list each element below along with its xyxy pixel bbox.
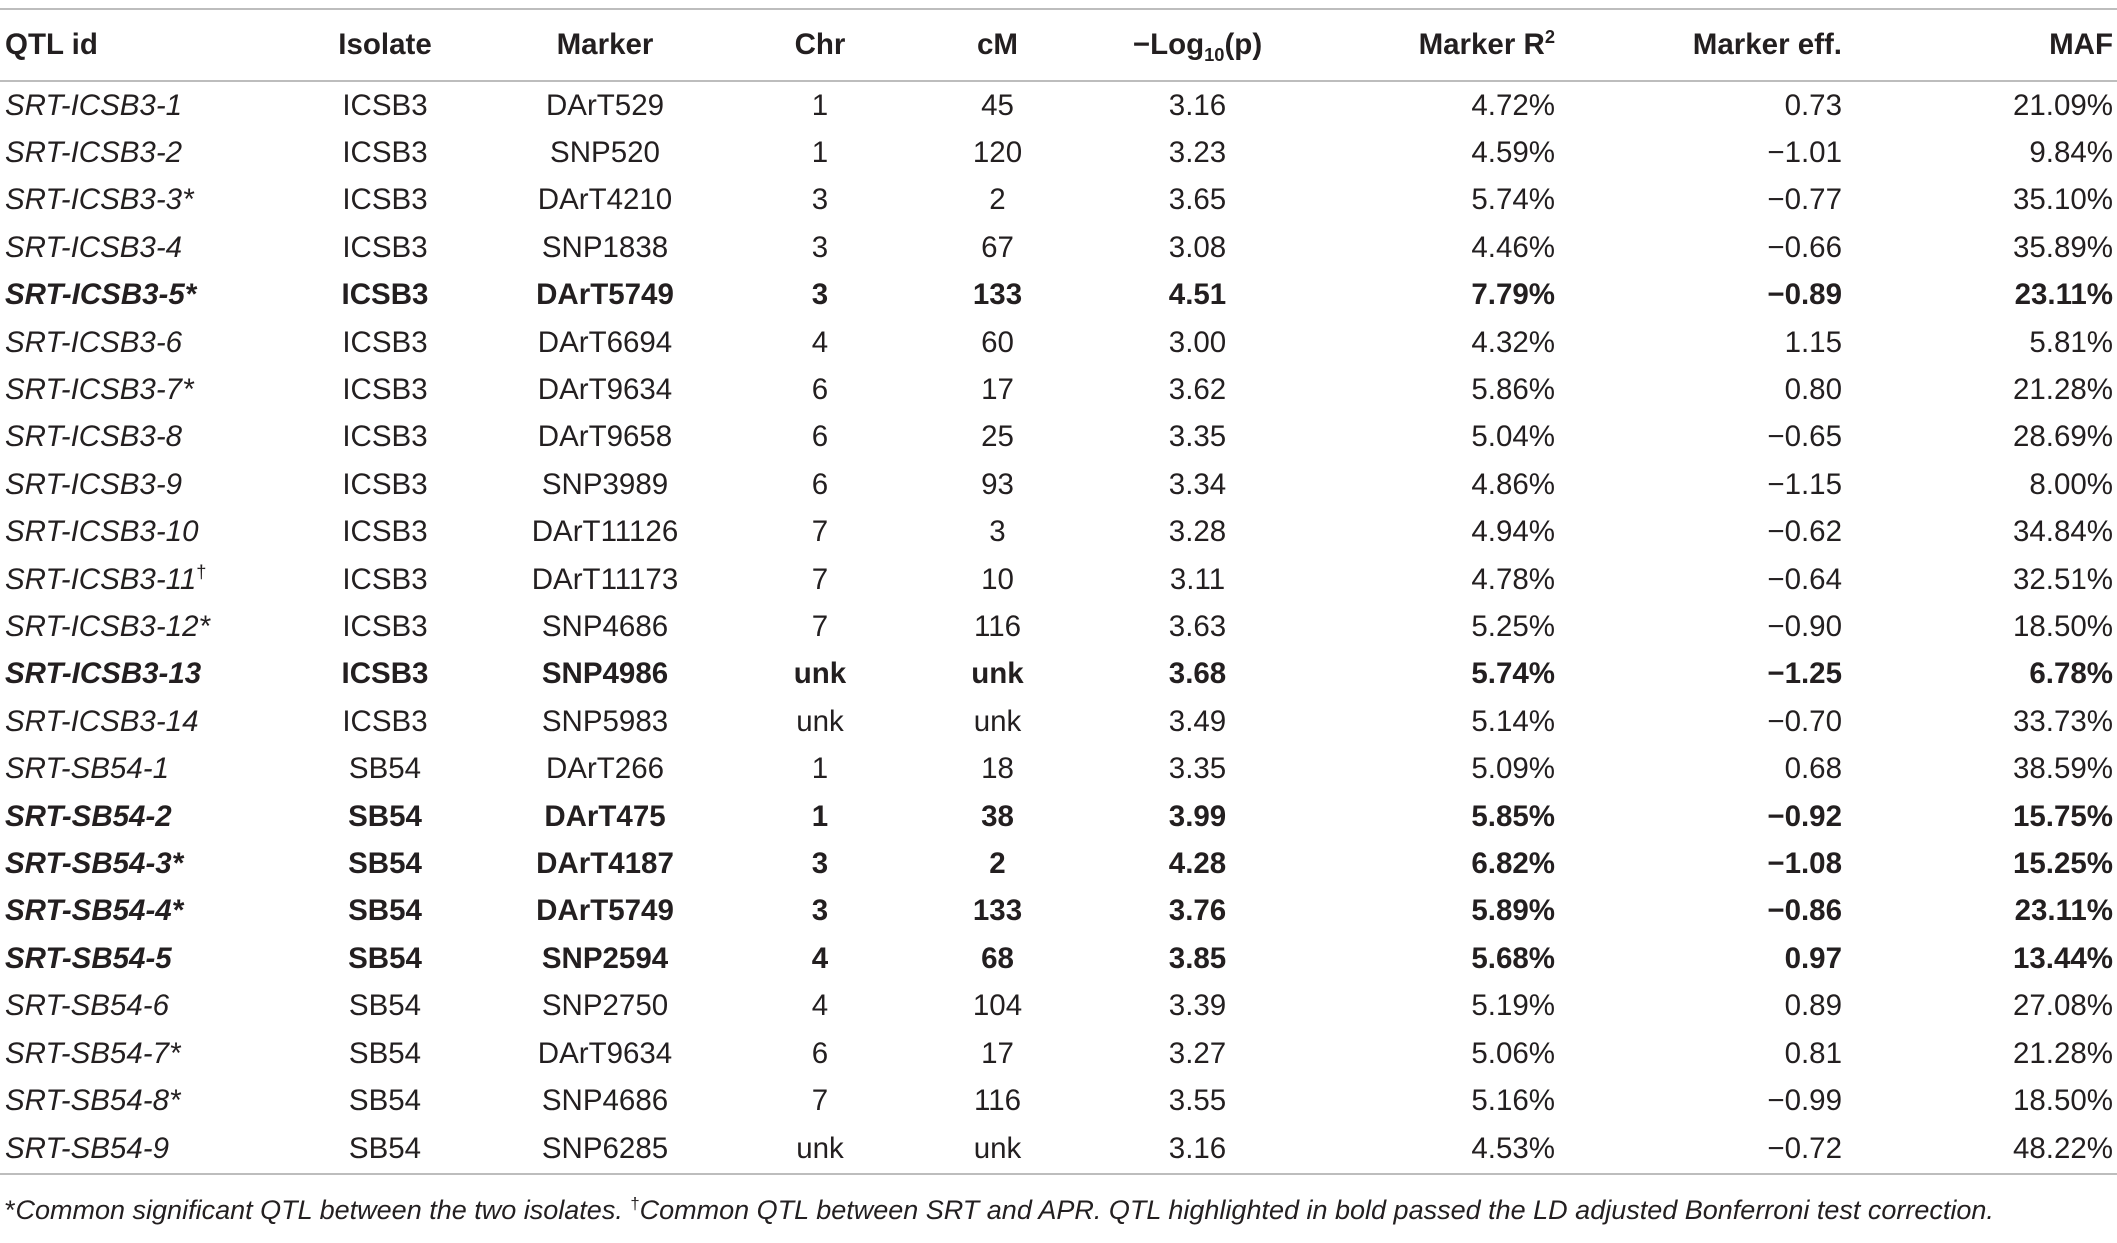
marker-r2-cell: 4.78%	[1471, 562, 1555, 596]
table-row	[0, 698, 2117, 745]
marker-effect-cell: −1.15	[1767, 467, 1842, 501]
isolate-cell: SB54	[348, 752, 422, 786]
marker-cell: DArT4210	[537, 183, 673, 217]
marker-r2-cell: 5.25%	[1471, 609, 1555, 643]
maf-cell: 23.11%	[2014, 894, 2113, 928]
isolate-cell: ICSB3	[342, 88, 428, 122]
marker-r2-cell: 5.74%	[1471, 657, 1555, 691]
marker-effect-cell: −0.62	[1767, 515, 1842, 549]
cm-cell: unk	[910, 1125, 1085, 1174]
marker-r2-cell: 5.09%	[1471, 752, 1555, 786]
isolate-cell: SB54	[348, 846, 422, 880]
isolate-cell: ICSB3	[342, 420, 428, 454]
marker-r2-cell: 4.86%	[1471, 467, 1555, 501]
marker-effect-cell: −0.89	[1767, 278, 1842, 312]
qtl-id-cell	[0, 935, 290, 982]
qtl-id-cell	[0, 414, 290, 461]
footnote-star-text: Common significant QTL between the two isolates.	[15, 1195, 631, 1225]
cm-cell: 25	[981, 420, 1014, 454]
qtl-id-cell	[0, 745, 290, 792]
table-row	[0, 1030, 2117, 1077]
qtl-id-text: SRT-ICSB3-1	[5, 88, 183, 122]
marker-cell: SNP3989	[541, 467, 669, 501]
chr-cell: unk	[796, 704, 844, 738]
qtl-id-cell	[0, 1077, 290, 1124]
marker-effect-cell: −0.66	[1767, 230, 1842, 264]
table-footnote	[5, 1195, 1994, 1226]
marker-effect-cell: 1.15	[1784, 325, 1842, 359]
isolate-cell: SB54	[290, 1125, 480, 1174]
isolate-cell: ICSB3	[341, 657, 429, 691]
qtl-star-mark: *	[182, 183, 194, 217]
marker-r2-cell: 5.89%	[1471, 894, 1555, 928]
chr-cell: 1	[811, 752, 829, 786]
maf-cell: 34.84%	[2012, 515, 2113, 549]
isolate-cell: ICSB3	[342, 562, 428, 596]
marker-r2-cell: 4.72%	[1471, 88, 1555, 122]
chr-cell: unk	[793, 657, 847, 691]
maf-cell: 15.75%	[2012, 799, 2113, 833]
qtl-id-text: SRT-ICSB3-12	[5, 609, 199, 643]
neglog10p-cell: 4.28	[1168, 846, 1227, 880]
marker-effect-cell: 0.89	[1784, 989, 1842, 1023]
marker-effect-cell: −0.70	[1767, 704, 1842, 738]
maf-cell: 21.09%	[2012, 88, 2113, 122]
table-row	[0, 81, 2117, 129]
marker-cell: DArT11173	[531, 562, 679, 596]
isolate-cell: ICSB3	[342, 704, 428, 738]
marker-effect-cell: −0.90	[1767, 609, 1842, 643]
cm-cell: 133	[972, 278, 1023, 312]
header-neglog-suffix: (p)	[1224, 28, 1263, 61]
header-chr: Chr	[730, 9, 910, 81]
table-row	[0, 414, 2117, 461]
qtl-id-text: SRT-ICSB3-13	[5, 657, 202, 691]
qtl-id-cell	[0, 888, 290, 935]
marker-effect-cell: −1.08	[1767, 846, 1842, 880]
qtl-id-text: SRT-ICSB3-10	[5, 515, 199, 549]
table-row	[0, 272, 2117, 319]
header-maf: MAF	[1870, 9, 2117, 81]
neglog10p-cell: 3.28	[1168, 515, 1227, 549]
neglog10p-cell: 3.76	[1168, 894, 1227, 928]
isolate-cell: ICSB3	[342, 515, 428, 549]
qtl-id-text: SRT-SB54-3	[5, 846, 172, 880]
marker-r2-cell: 5.19%	[1471, 989, 1555, 1023]
maf-cell: 9.84%	[2029, 136, 2113, 170]
cm-cell: 17	[981, 1036, 1014, 1070]
qtl-id-text: SRT-ICSB3-5	[5, 278, 185, 312]
chr-cell: 6	[811, 1036, 829, 1070]
maf-cell: 18.50%	[2012, 609, 2113, 643]
table-row	[0, 509, 2117, 556]
isolate-cell: ICSB3	[341, 278, 429, 312]
header-marker: Marker	[480, 9, 730, 81]
maf-cell: 21.28%	[2012, 1036, 2113, 1070]
marker-r2-cell: 5.68%	[1471, 941, 1555, 975]
isolate-cell: SB54	[348, 1036, 422, 1070]
cm-cell: unk	[973, 704, 1022, 738]
isolate-cell: ICSB3	[342, 467, 428, 501]
chr-cell: 3	[811, 183, 829, 217]
neglog10p-cell: 3.55	[1168, 1083, 1227, 1117]
cm-cell: 60	[981, 325, 1014, 359]
chr-cell: 1	[811, 88, 829, 122]
header-isolate: Isolate	[290, 9, 480, 81]
cm-cell: 133	[972, 894, 1023, 928]
chr-cell: 1	[811, 136, 829, 170]
chr-cell: unk	[730, 1125, 910, 1174]
marker-r2-cell: 4.32%	[1471, 325, 1555, 359]
neglog10p-cell: 3.62	[1168, 373, 1227, 407]
qtl-id-text: SRT-ICSB3-11	[5, 562, 197, 596]
header-neglog10p	[1085, 9, 1310, 81]
table-row	[0, 935, 2117, 982]
table-row	[0, 319, 2117, 366]
marker-cell: DArT4187	[536, 846, 674, 880]
qtl-id-text: SRT-ICSB3-9	[5, 467, 183, 501]
maf-cell: 27.08%	[2012, 989, 2113, 1023]
neglog10p-cell: 4.51	[1168, 278, 1227, 312]
qtl-table	[0, 8, 2117, 1175]
table-row	[0, 651, 2117, 698]
qtl-id-cell	[0, 793, 290, 840]
header-r2-sup: 2	[1544, 26, 1555, 48]
isolate-cell: SB54	[348, 941, 422, 975]
header-row	[0, 9, 2117, 81]
qtl-star-mark: *	[168, 1036, 181, 1070]
marker-effect-cell: −0.86	[1767, 894, 1842, 928]
maf-cell: 48.22%	[1870, 1125, 2117, 1174]
marker-r2-cell: 5.14%	[1471, 704, 1555, 738]
table-row	[0, 888, 2117, 935]
qtl-id-cell	[0, 1030, 290, 1077]
maf-cell: 35.10%	[2012, 183, 2113, 217]
qtl-id-cell	[0, 129, 290, 176]
table-row	[0, 840, 2117, 887]
maf-cell: 32.51%	[2012, 562, 2113, 596]
neglog10p-cell: 3.65	[1168, 183, 1227, 217]
marker-r2-cell: 4.59%	[1471, 136, 1555, 170]
isolate-cell: SB54	[348, 799, 422, 833]
cm-cell: 3	[989, 515, 1006, 549]
cm-cell: 2	[989, 846, 1006, 880]
isolate-cell: SB54	[348, 989, 422, 1023]
marker-cell: SNP520	[550, 136, 660, 170]
table-body	[0, 81, 2117, 1174]
qtl-star-mark: *	[171, 894, 184, 928]
qtl-id-cell	[0, 556, 290, 603]
table-row	[0, 603, 2117, 650]
chr-cell: 6	[811, 420, 829, 454]
maf-cell: 13.44%	[2012, 941, 2113, 975]
qtl-id-cell	[0, 1125, 290, 1174]
footnote-dagger-text: Common QTL between SRT and APR. QTL highlighted in bold passed the LD adjusted Bonferroni test correction.	[639, 1195, 1994, 1225]
isolate-cell: SB54	[348, 894, 422, 928]
isolate-cell: ICSB3	[342, 136, 428, 170]
cm-cell: 45	[981, 88, 1014, 122]
neglog10p-cell: 3.39	[1168, 989, 1227, 1023]
chr-cell: 7	[811, 515, 829, 549]
neglog10p-cell: 3.23	[1168, 136, 1227, 170]
marker-effect-cell: −0.72	[1590, 1125, 1870, 1174]
cm-cell: 93	[981, 467, 1014, 501]
cm-cell: 17	[981, 373, 1014, 407]
neglog10p-cell: 3.49	[1168, 704, 1227, 738]
maf-cell: 35.89%	[2012, 230, 2113, 264]
qtl-id-cell	[0, 982, 290, 1029]
chr-cell: 7	[811, 562, 829, 596]
chr-cell: 3	[811, 278, 829, 312]
footnote-star-symbol: *	[5, 1195, 16, 1225]
table-row	[0, 129, 2117, 176]
marker-r2-cell: 4.46%	[1471, 230, 1555, 264]
maf-cell: 8.00%	[2029, 467, 2113, 501]
header-neglog-prefix: −Log	[1132, 28, 1205, 61]
maf-cell: 18.50%	[2012, 1083, 2113, 1117]
chr-cell: 4	[811, 941, 829, 975]
qtl-id-cell	[0, 177, 290, 224]
qtl-id-text: SRT-ICSB3-2	[5, 136, 183, 170]
marker-effect-cell: 0.73	[1784, 88, 1842, 122]
marker-cell: SNP5983	[541, 704, 669, 738]
marker-cell: DArT5749	[536, 278, 674, 312]
marker-cell: DArT5749	[536, 894, 674, 928]
table-row	[0, 1125, 2117, 1174]
marker-cell: DArT9658	[537, 420, 673, 454]
neglog10p-cell: 3.35	[1168, 420, 1227, 454]
neglog10p-cell: 3.99	[1168, 799, 1227, 833]
table-row	[0, 745, 2117, 792]
marker-cell: SNP6285	[480, 1125, 730, 1174]
qtl-star-mark: *	[168, 1083, 181, 1117]
marker-r2-cell: 6.82%	[1471, 846, 1555, 880]
marker-effect-cell: −0.99	[1767, 1083, 1842, 1117]
chr-cell: 3	[811, 846, 829, 880]
qtl-id-text: SRT-ICSB3-3	[5, 183, 183, 217]
chr-cell: 4	[811, 325, 829, 359]
neglog10p-cell: 3.27	[1168, 1036, 1227, 1070]
marker-cell: DArT6694	[537, 325, 673, 359]
chr-cell: 6	[811, 373, 829, 407]
isolate-cell: ICSB3	[342, 609, 428, 643]
marker-r2-cell: 5.85%	[1471, 799, 1555, 833]
isolate-cell: ICSB3	[342, 183, 428, 217]
maf-cell: 23.11%	[2014, 278, 2113, 312]
maf-cell: 5.81%	[2029, 325, 2113, 359]
marker-effect-cell: −1.01	[1767, 136, 1842, 170]
qtl-id-text: SRT-SB54-2	[5, 799, 172, 833]
marker-r2-cell: 4.94%	[1471, 515, 1555, 549]
qtl-id-cell	[0, 366, 290, 413]
marker-effect-cell: 0.80	[1784, 373, 1842, 407]
footnote-dagger-symbol: †	[630, 1194, 640, 1213]
qtl-id-cell	[0, 319, 290, 366]
maf-cell: 33.73%	[2012, 704, 2113, 738]
qtl-id-cell	[0, 840, 290, 887]
chr-cell: 1	[811, 799, 829, 833]
cm-cell: 67	[981, 230, 1014, 264]
qtl-id-text: SRT-ICSB3-7	[5, 373, 183, 407]
marker-cell: SNP1838	[541, 230, 669, 264]
marker-cell: SNP2750	[541, 989, 669, 1023]
qtl-id-cell	[0, 81, 290, 129]
neglog10p-cell: 3.08	[1168, 230, 1227, 264]
qtl-id-text: SRT-SB54-8	[5, 1083, 169, 1117]
cm-cell: 18	[981, 752, 1014, 786]
marker-r2-cell: 5.06%	[1471, 1036, 1555, 1070]
qtl-id-text: SRT-ICSB3-14	[5, 704, 199, 738]
marker-cell: SNP4686	[541, 1083, 669, 1117]
marker-r2-cell: 7.79%	[1471, 278, 1555, 312]
table-row	[0, 982, 2117, 1029]
table-row	[0, 177, 2117, 224]
chr-cell: 7	[811, 609, 829, 643]
qtl-id-cell	[0, 272, 290, 319]
qtl-id-text: SRT-ICSB3-8	[5, 420, 183, 454]
table-row	[0, 556, 2117, 603]
marker-effect-cell: −0.65	[1767, 420, 1842, 454]
table-row	[0, 224, 2117, 271]
qtl-id-cell	[0, 698, 290, 745]
marker-r2-cell: 5.04%	[1471, 420, 1555, 454]
isolate-cell: ICSB3	[342, 325, 428, 359]
isolate-cell: ICSB3	[342, 230, 428, 264]
qtl-id-cell	[0, 603, 290, 650]
marker-r2-cell: 5.16%	[1471, 1083, 1555, 1117]
marker-r2-cell: 5.74%	[1471, 183, 1555, 217]
maf-cell: 15.25%	[2012, 846, 2113, 880]
qtl-star-mark: *	[198, 609, 210, 643]
cm-cell: 10	[981, 562, 1014, 596]
marker-effect-cell: −1.25	[1767, 657, 1842, 691]
chr-cell: 3	[811, 230, 829, 264]
neglog10p-cell: 3.16	[1085, 1125, 1310, 1174]
table-row	[0, 366, 2117, 413]
qtl-star-mark: *	[184, 278, 197, 312]
cm-cell: 116	[973, 609, 1022, 643]
header-r2-prefix: Marker R	[1418, 28, 1545, 61]
marker-r2-cell: 4.53%	[1310, 1125, 1590, 1174]
qtl-id-text: SRT-ICSB3-6	[5, 325, 183, 359]
marker-effect-cell: −0.77	[1767, 183, 1842, 217]
cm-cell: 68	[981, 941, 1014, 975]
neglog10p-cell: 3.34	[1168, 467, 1227, 501]
marker-effect-cell: 0.97	[1784, 941, 1842, 975]
qtl-dagger-mark: †	[196, 560, 207, 582]
cm-cell: unk	[971, 657, 1024, 691]
qtl-id-text: SRT-SB54-1	[5, 752, 169, 786]
table-row	[0, 1077, 2117, 1124]
qtl-id-text: SRT-SB54-9	[5, 1131, 169, 1165]
marker-cell: SNP4986	[541, 657, 669, 691]
marker-effect-cell: 0.81	[1784, 1036, 1842, 1070]
header-marker-r2	[1310, 9, 1590, 81]
marker-r2-cell: 5.86%	[1471, 373, 1555, 407]
header-cm: cM	[910, 9, 1085, 81]
cm-cell: 104	[972, 989, 1023, 1023]
marker-cell: DArT9634	[537, 1036, 673, 1070]
qtl-id-text: SRT-SB54-6	[5, 989, 169, 1023]
marker-cell: DArT9634	[537, 373, 673, 407]
marker-effect-cell: −0.64	[1767, 562, 1842, 596]
qtl-id-cell	[0, 651, 290, 698]
isolate-cell: SB54	[348, 1083, 422, 1117]
cm-cell: 116	[973, 1083, 1022, 1117]
cm-cell: 120	[972, 136, 1023, 170]
maf-cell: 21.28%	[2012, 373, 2113, 407]
marker-cell: DArT475	[544, 799, 666, 833]
maf-cell: 6.78%	[2029, 657, 2113, 691]
qtl-star-mark: *	[182, 373, 194, 407]
qtl-id-cell	[0, 224, 290, 271]
qtl-id-text: SRT-SB54-7	[5, 1036, 169, 1070]
neglog10p-cell: 3.00	[1168, 325, 1227, 359]
neglog10p-cell: 3.68	[1168, 657, 1227, 691]
table-row	[0, 461, 2117, 508]
maf-cell: 28.69%	[2012, 420, 2113, 454]
neglog10p-cell: 3.35	[1168, 752, 1227, 786]
qtl-id-text: SRT-ICSB3-4	[5, 230, 183, 264]
marker-cell: SNP2594	[541, 941, 669, 975]
qtl-star-mark: *	[171, 846, 184, 880]
cm-cell: 2	[989, 183, 1006, 217]
marker-cell: DArT529	[545, 88, 665, 122]
marker-effect-cell: 0.68	[1784, 752, 1842, 786]
marker-cell: DArT266	[545, 752, 665, 786]
chr-cell: 3	[811, 894, 829, 928]
chr-cell: 7	[811, 1083, 829, 1117]
isolate-cell: ICSB3	[342, 373, 428, 407]
table-header	[0, 9, 2117, 81]
qtl-id-text: SRT-SB54-5	[5, 941, 172, 975]
neglog10p-cell: 3.85	[1168, 941, 1227, 975]
header-qtl-id: QTL id	[0, 9, 290, 81]
header-marker-effect: Marker eff.	[1590, 9, 1870, 81]
header-neglog-sub: 10	[1204, 43, 1225, 65]
qtl-id-text: SRT-SB54-4	[5, 894, 172, 928]
marker-effect-cell: −0.92	[1767, 799, 1842, 833]
marker-cell: DArT11126	[531, 515, 679, 549]
marker-cell: SNP4686	[541, 609, 669, 643]
chr-cell: 6	[811, 467, 829, 501]
neglog10p-cell: 3.11	[1169, 562, 1226, 596]
neglog10p-cell: 3.16	[1168, 88, 1227, 122]
neglog10p-cell: 3.63	[1168, 609, 1227, 643]
table-row	[0, 793, 2117, 840]
qtl-id-cell	[0, 509, 290, 556]
cm-cell: 38	[981, 799, 1014, 833]
qtl-id-cell	[0, 461, 290, 508]
chr-cell: 4	[811, 989, 829, 1023]
maf-cell: 38.59%	[2012, 752, 2113, 786]
